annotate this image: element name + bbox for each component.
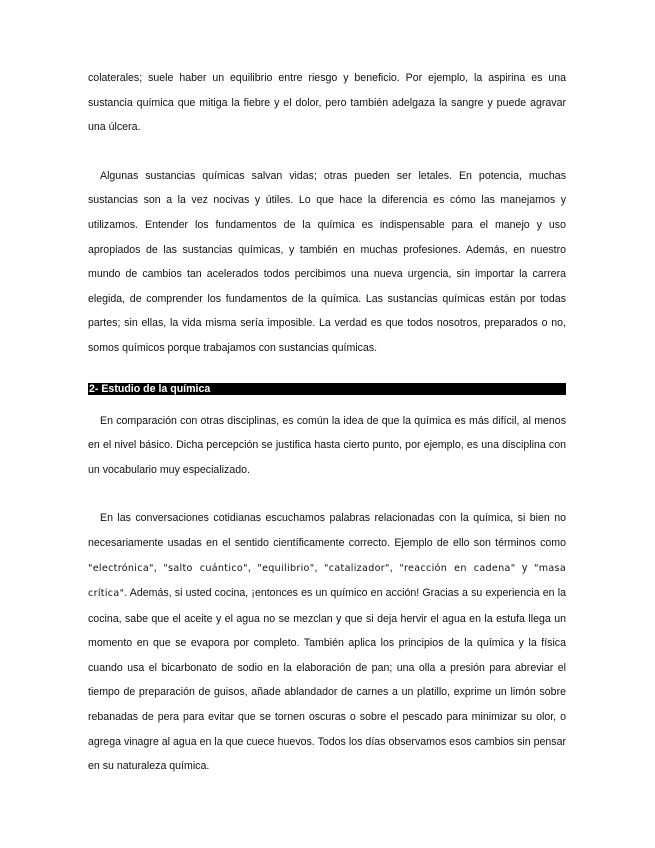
paragraph-aspirina: colaterales; suele haber un equilibrio entre riesgo y beneficio. Por ejemplo, la aspirina es una sustancia química que mitiga la fiebre y el dolor, pero también adelgaza la sangre y puede agravar una úlcera. [88,72,566,134]
term-masa-critica: "masa crítica" [88,562,567,600]
term-electronica: "electrónica" [88,562,154,574]
term-catalizador: "catalizador" [324,562,390,574]
paragraph-sustancias: Algunas sustancias químicas salvan vidas; otras pueden ser letales. En potencia, muchas sustancias son a la vez nocivas y útiles. Lo que hace la diferencia es cómo las manejamos y utilizamos. Entender los fundamentos de la química es indispensable para el manejo y uso apropiados de las sustancias químicas, y también en muchas profesiones. Además, en nuestro mundo de cambios tan acelerados todos percibimos una nueva urgencia, sin importar la carrera elegida, de comprender los fundamentos de la química. Las sustancias químicas están por todas partes; sin ellas, la vida misma sería imposible. La verdad es que todos nosotros, preparados o no, somos químicos porque trabajamos con sustancias químicas. [88,169,566,354]
term-separator: , [247,561,258,574]
term-separator: , [389,561,400,574]
paragraph-rest-text: . Además, si usted cocina, ¡entonces es un químico en acción! Gracias a su experiencia en la cocina, sabe que el aceite y el agua no se mezclan y que si deja hervir el agua en la estufa llega un momento en que se evapora por completo. También aplica los principios de la química y la física cuando usa el bicarbonato de sodio en la elaboración de pan; una olla a presión para abreviar el tiempo de preparación de guisos, añade ablandador de carnes a un platillo, exprime un limón sobre rebanadas de pera para evitar que se tornen oscuras o sobre el pescado para minimizar su olor, o agrega vinagre al agua en la que cuece huevos. Todos los días observamos esos cambios sin pensar en su naturaleza química. [88,587,566,773]
paragraph-lead-text: En las conversaciones cotidianas escuchamos palabras relacionadas con la química, si bien no necesariamente usadas en el sentido científicamente correcto. Ejemplo de ello son términos como [88,512,566,549]
section-heading-estudio: 2- Estudio de la química [88,383,566,395]
document-page [88,66,566,779]
term-salto-cuantico: "salto cuántico" [163,562,248,574]
term-equilibrio: "equilibrio" [257,562,315,574]
paragraph-comparacion: En comparación con otras disciplinas, es común la idea de que la química es más difícil, al menos en el nivel básico. Dicha percepción se justifica hasta cierto punto, por ejemplo, es una disciplina con un vocabulario muy especializado. [88,414,566,476]
term-separator: , [153,561,164,574]
term-separator: y [515,561,534,574]
term-separator: , [314,561,325,574]
paragraph-conversaciones [88,506,566,779]
term-reaccion-en-cadena: "reacción en cadena" [399,562,516,574]
